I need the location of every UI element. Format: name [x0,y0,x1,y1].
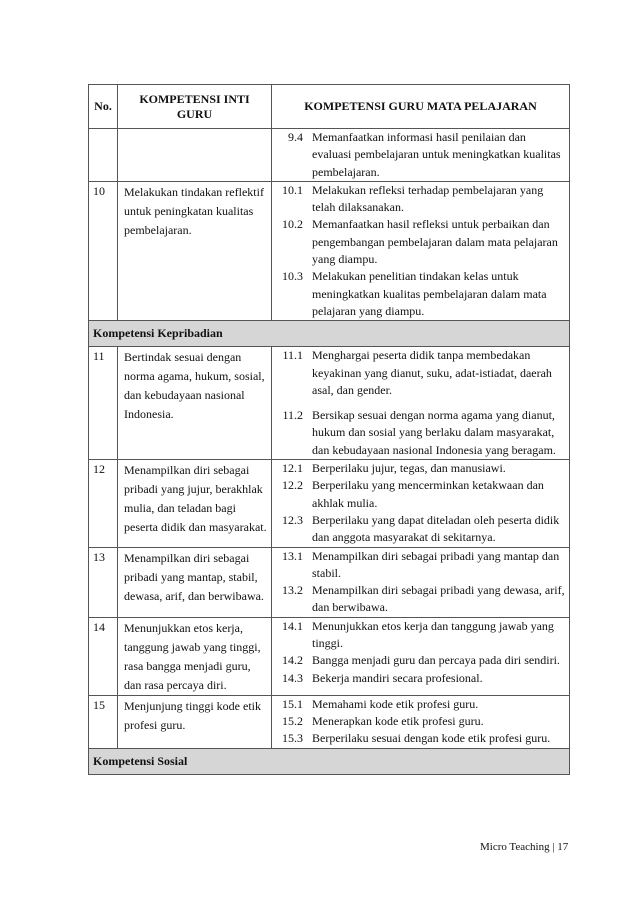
core-competency-cell: Menunjukkan etos kerja, tanggung jawab yang tinggi, rasa bangga menjadi guru, dan rasa percaya diri. [118,617,272,695]
competency-item [276,512,566,547]
row-number [89,129,118,182]
item-spacer [276,399,566,407]
competency-item-text: Memahami kode etik profesi guru. [312,696,479,711]
competency-item [276,182,566,217]
core-competency-cell: Bertindak sesuai dengan norma agama, hukum, sosial, dan kebudayaan nasional Indonesia. [118,347,272,460]
competency-item-text: Berperilaku yang dapat diteladan oleh peserta didik dan anggota masyarakat di sekitarnya. [312,512,560,545]
section-title: Kompetensi Sosial [89,748,570,774]
competency-item [276,129,566,181]
competency-item-number: 11.1 [282,348,303,363]
competency-item-text: Berperilaku yang mencerminkan ketakwaan dan akhlak mulia. [312,478,544,510]
competency-item [276,460,566,477]
competency-item-number: 12.1 [282,461,303,476]
competency-item-number: 11.2 [282,408,303,423]
table-row [89,617,570,695]
competency-item-number: 14.3 [282,670,303,685]
row-number: 14 [89,617,118,695]
competency-item-text: Berperilaku sesuai dengan kode etik profesi guru. [312,731,551,746]
competency-item-text: Menunjukkan etos kerja dan tanggung jawab yang tinggi. [312,618,554,651]
core-competency-cell: Menjunjung tinggi kode etik profesi guru. [118,695,272,748]
competency-item-text: Melakukan penelitian tindakan kelas untuk meningkatkan kualitas pembelajaran dalam mata pelajaran yang diampu. [312,269,547,318]
table-row [89,695,570,748]
competency-item-text: Melakukan refleksi terhadap pembelajaran yang telah dilaksanakan. [312,182,544,215]
competency-item-text: Bekerja mandiri secara profesional. [312,670,483,685]
competency-item-number: 12.3 [282,512,303,527]
competency-item-number: 13.2 [282,583,303,598]
competency-item-number: 15.1 [282,696,303,711]
table-row [89,129,570,182]
header-no: No. [89,85,118,129]
competency-item-text: Bersikap sesuai dengan norma agama yang dianut, hukum dan sosial yang berlaku dalam masyarakat, dan kebudayaan nasional Indonesia yang beragam. [312,408,556,457]
header-subject-competency: KOMPETENSI GURU MATA PELAJARAN [272,85,570,129]
core-competency-cell: Menampilkan diri sebagai pribadi yang jujur, berakhlak mulia, dan teladan bagi peserta didik dan masyarakat. [118,460,272,547]
competency-item [276,652,566,669]
competency-item [276,268,566,320]
competency-item-number: 9.4 [288,130,303,144]
row-number: 10 [89,181,118,320]
row-number: 13 [89,547,118,617]
core-competency-cell: Melakukan tindakan reflektif untuk peningkatan kualitas pembelajaran. [118,181,272,320]
competency-item-number: 14.2 [282,653,303,668]
table-row [89,460,570,547]
table-row [89,181,570,320]
section-header-row [89,321,570,347]
competency-item-number: 10.1 [282,182,303,197]
core-competency-cell: Menampilkan diri sebagai pribadi yang mantap, stabil, dewasa, arif, dan berwibawa. [118,547,272,617]
competency-item [276,477,566,512]
competency-item-text: Memanfaatkan informasi hasil penilaian dan evaluasi pembelajaran untuk meningkatkan kualitas pembelajaran. [312,130,561,179]
competency-table [88,84,570,775]
row-number: 12 [89,460,118,547]
competency-item-number: 10.2 [282,217,303,232]
competency-item [276,696,566,713]
row-number: 15 [89,695,118,748]
competency-item-number: 15.2 [282,714,303,729]
competency-item-number: 13.1 [282,548,303,563]
competency-item [276,582,566,617]
section-title: Kompetensi Kepribadian [89,321,570,347]
header-core-competency: KOMPETENSI INTI GURU [118,85,272,129]
competency-item-text: Menampilkan diri sebagai pribadi yang mantap dan stabil. [312,548,560,580]
competency-item-text: Menerapkan kode etik profesi guru. [312,714,484,729]
subject-competency-cell [272,547,570,617]
core-competency-cell [118,129,272,182]
competency-item-text: Bangga menjadi guru dan percaya pada diri sendiri. [312,653,560,668]
competency-item-text: Menghargai peserta didik tanpa membedakan keyakinan yang dianut, suku, adat-istiadat, daerah asal, dan gender. [312,348,552,397]
competency-item-text: Menampilkan diri sebagai pribadi yang dewasa, arif, dan berwibawa. [312,583,565,615]
competency-item [276,216,566,268]
competency-item [276,347,566,399]
table-row [89,547,570,617]
subject-competency-cell [272,460,570,547]
subject-competency-cell [272,181,570,320]
subject-competency-cell [272,129,570,182]
competency-item [276,618,566,653]
competency-item-number: 15.3 [282,731,303,746]
table-header-row [89,85,570,129]
competency-item-number: 12.2 [282,478,303,493]
competency-item-text: Berperilaku jujur, tegas, dan manusiawi. [312,461,506,476]
competency-item [276,548,566,583]
competency-item [276,407,566,459]
table-row [89,347,570,460]
competency-item [276,730,566,747]
competency-table-container [88,84,570,775]
subject-competency-cell [272,347,570,460]
competency-item [276,670,566,687]
competency-item-number: 10.3 [282,269,303,284]
competency-item [276,713,566,730]
subject-competency-cell [272,695,570,748]
section-header-row [89,748,570,774]
page-footer: Micro Teaching | 17 [480,841,569,853]
subject-competency-cell [272,617,570,695]
table-body [89,129,570,775]
row-number: 11 [89,347,118,460]
competency-item-text: Memanfaatkan hasil refleksi untuk perbaikan dan pengembangan pembelajaran dalam mata pelajaran yang diampu. [312,217,558,267]
competency-item-number: 14.1 [282,618,303,633]
